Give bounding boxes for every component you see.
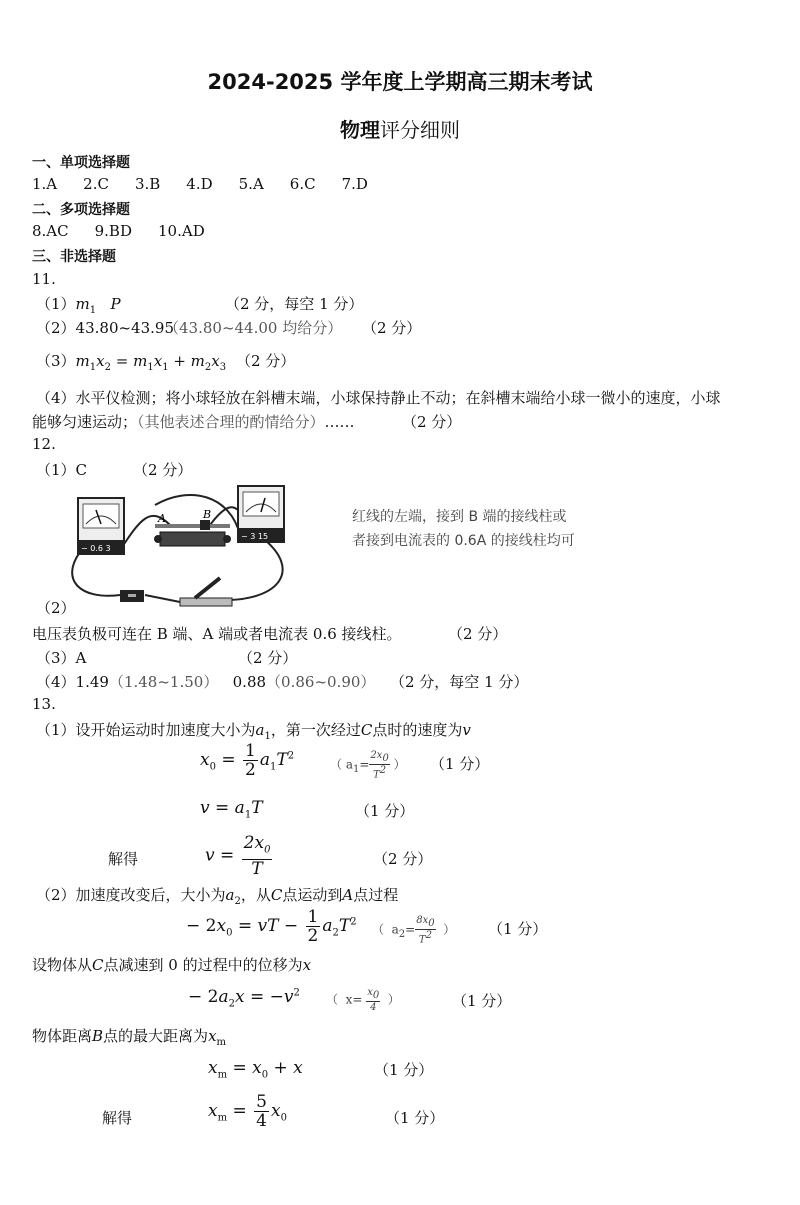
q12-part1: （1）C	[36, 461, 88, 479]
equation-3: v = $\frac{2x_0}{T}$	[205, 833, 271, 880]
figure-note: 红线的左端，接到 B 端的接线柱或 者接到电流表的 0.6A 的接线柱均可	[352, 509, 575, 549]
equation-4-note: （ $a_2=$ $\frac{8x_0}{T^2}$ ）	[372, 915, 456, 946]
multi-choice-answers	[32, 222, 231, 240]
q13-line-xm: 物体距离B点的最大距离为$x_m$	[32, 1027, 227, 1048]
q11-number: 11.	[32, 270, 56, 288]
equation-5: − $2a_2x = -v^2$	[188, 987, 300, 1010]
section-heading-non-choice: 三、非选择题	[32, 249, 116, 265]
q12-part2-text: 电压表负极可连在 B 端、A 端或者电流表 0.6 接线柱。	[32, 625, 402, 643]
equation-1: $x_0$ = $\frac{1}{2}$ $a_1T^2$	[200, 741, 295, 780]
equation-4-score: （1 分）	[488, 920, 548, 938]
q11-part3: $(3)m_1x_2 = m_1x_1 + m_2x_3$	[36, 352, 227, 373]
equation-2: $v = a_1T$	[200, 798, 263, 821]
q12-part3-score: （2 分）	[238, 649, 298, 667]
q11-part3-score: （2 分）	[236, 352, 296, 370]
q12-part2-label: （2）	[36, 599, 76, 617]
answer-item: 7.D	[341, 175, 368, 193]
voltmeter-terminals: − 3 15	[241, 532, 269, 541]
q11-part4-line2: 能够匀速运动；（其他表述合理的酌情给分）……	[32, 413, 355, 431]
q12-part4-score: （2 分，每空 1 分）	[390, 673, 529, 691]
q13-part2-intro: （2）加速度改变后，大小为$a_2$，从C点运动到A点过程	[36, 886, 399, 907]
q13-part1-intro: （1）设开始运动时加速度大小为$a_1$，第一次经过C点时的速度为v	[36, 721, 471, 742]
section-heading-single-choice: 一、单项选择题	[32, 155, 130, 171]
equation-2-score: （1 分）	[355, 802, 415, 820]
section-heading-multi-choice: 二、多项选择题	[32, 202, 130, 218]
answer-item: 9.BD	[94, 222, 132, 240]
solve-label: 解得	[108, 850, 139, 868]
equation-6-score: （1 分）	[374, 1061, 434, 1079]
single-choice-answers	[32, 175, 394, 193]
q11-part2: （2）43.80~43.95	[36, 319, 174, 337]
q13-number: 13.	[32, 695, 56, 713]
subtitle-subject: 物理	[340, 118, 380, 142]
answer-item: 10.AD	[158, 222, 205, 240]
answer-item: 3.B	[134, 175, 161, 193]
equation-5-note: （ x= $\frac{x_0}{4}$ ）	[326, 987, 400, 1013]
label-a: A	[158, 512, 166, 525]
answer-item: 5.A	[238, 175, 264, 193]
equation-6: $x_m = x_0 + x$	[208, 1058, 303, 1081]
q12-part4: （4）1.49（1.48~1.50） 0.88（0.86~0.90）	[36, 673, 376, 691]
q11-part2-note: （43.80~44.00 均给分）	[164, 319, 343, 337]
equation-7: $x_m$ = $\frac{5}{4}$ $x_0$	[208, 1092, 287, 1131]
equation-3-score: （2 分）	[373, 850, 433, 868]
q12-part2-score: （2 分）	[448, 625, 508, 643]
q11-part1: $(1)m_1$ P	[36, 295, 121, 316]
q13-line-x: 设物体从C点减速到 0 的过程中的位移为x	[32, 956, 312, 974]
solve-label-2: 解得	[102, 1109, 133, 1127]
equation-1-note: （ $a_1=$ $\frac{2x_0}{T^2}$ ）	[330, 750, 406, 781]
subtitle-rest: 评分细则	[380, 118, 460, 142]
answer-item: 2.C	[83, 175, 109, 193]
answer-item: 6.C	[289, 175, 316, 193]
page-subtitle	[0, 114, 800, 143]
equation-1-score: （1 分）	[430, 755, 490, 773]
circuit-diagram	[60, 480, 330, 612]
q11-part1-score: （2 分，每空 1 分）	[225, 295, 364, 313]
page-title: 2024-2025 学年度上学期高三期末考试	[207, 70, 593, 94]
ammeter-terminals: − 0.6 3	[81, 544, 111, 553]
q12-part1-score: （2 分）	[133, 461, 193, 479]
equation-5-score: （1 分）	[452, 992, 512, 1010]
q11-part4-line1: （4）水平仪检测；将小球轻放在斜槽末端，小球保持静止不动；在斜槽末端给小球一微小的速度，小球	[36, 389, 721, 407]
equation-4: − $2x_0$ = vT − $\frac{1}{2}$ $a_2T^2$	[186, 907, 357, 946]
label-b: B	[203, 508, 212, 521]
answer-item: 4.D	[186, 175, 213, 193]
battery-icon	[120, 590, 144, 602]
q11-part4-score: （2 分）	[402, 413, 462, 431]
answer-item: 1.A	[32, 175, 58, 193]
switch-icon	[180, 578, 232, 606]
equation-7-score: （1 分）	[385, 1109, 445, 1127]
q12-number: 12.	[32, 435, 56, 453]
answer-item: 8.AC	[32, 222, 69, 240]
q11-part2-score: （2 分）	[362, 319, 422, 337]
q12-part3: （3）A	[36, 649, 87, 667]
